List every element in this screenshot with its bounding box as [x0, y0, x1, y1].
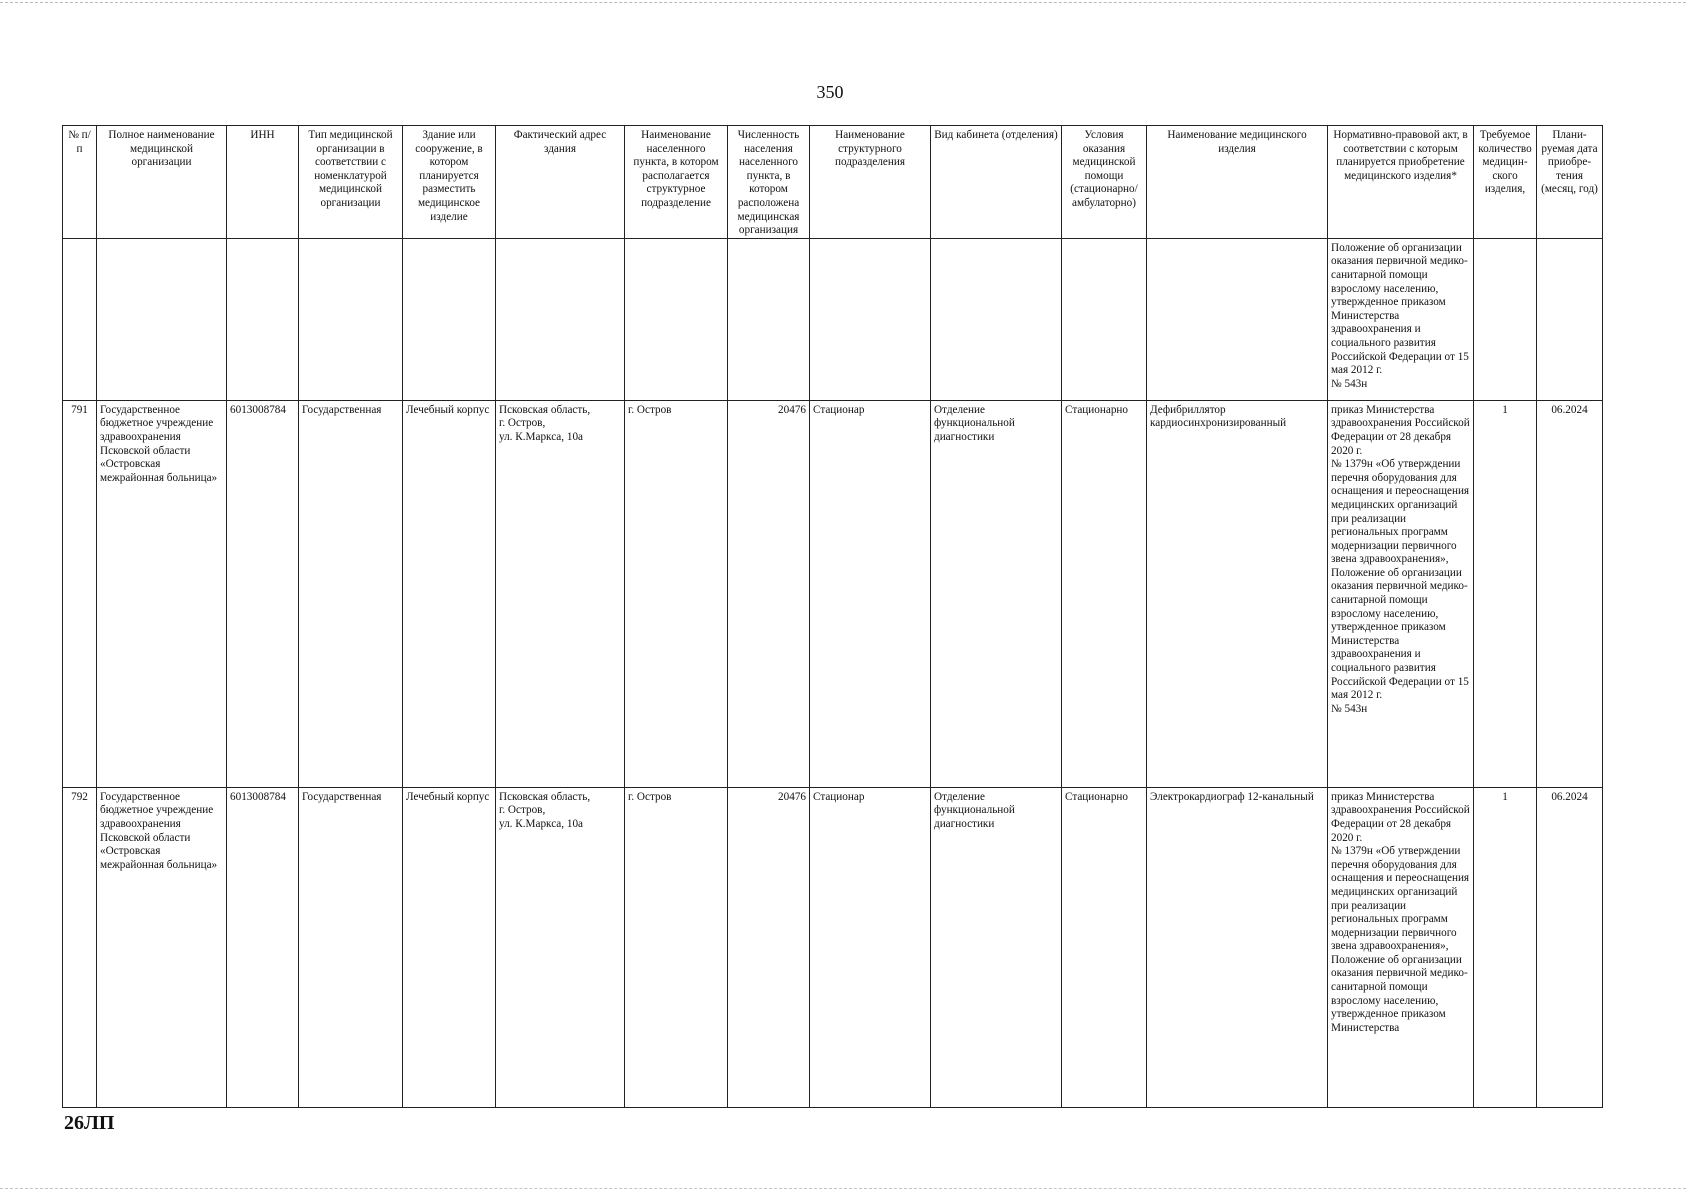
cell-empty: [403, 238, 496, 400]
cell-quantity: 1: [1474, 787, 1537, 1107]
cell-empty: [1062, 238, 1147, 400]
cell-empty: [1537, 238, 1603, 400]
cell-address: Псковская область, г. Остров, ул. К.Маркса, 10а: [496, 400, 625, 787]
cell-empty: [63, 238, 97, 400]
cell-date: 06.2024: [1537, 400, 1603, 787]
header-building: Здание или сооружение, в котором планируется разместить медицинское изделие: [403, 126, 496, 239]
header-locality: Наименование населенного пункта, в котором располагается структурное подразделение: [625, 126, 728, 239]
document-code: 26ЛП: [64, 1112, 115, 1134]
cell-locality: г. Остров: [625, 400, 728, 787]
cell-num: 791: [63, 400, 97, 787]
table-row: [63, 400, 1603, 787]
table-row-continuation: [63, 238, 1603, 400]
cell-num: 792: [63, 787, 97, 1107]
cell-legal-act: приказ Министерства здравоохранения Российской Федерации от 28 декабря 2020 г. № 1379н «Об утверждении перечня оборудования для оснащения и переоснащения медицинских организаций при реализации региональных программ модернизации первичного звена здравоохранения», Положение об организации оказания первичной медико-санитарной помощи взрослому населению, утвержденное приказом Министерства: [1328, 787, 1474, 1107]
header-legal-act: Нормативно-правовой акт, в соответствии с которым планируется приобретение медицинского изделия*: [1328, 126, 1474, 239]
cell-building: Лечебный корпус: [403, 787, 496, 1107]
header-device: Наименование медицинского изделия: [1147, 126, 1328, 239]
header-population: Численность населения населенного пункта, в котором расположена медицинская организация: [728, 126, 810, 239]
cell-department: Отделение функциональной диагностики: [931, 400, 1062, 787]
cell-inn: 6013008784: [227, 400, 299, 787]
cell-conditions: Стационарно: [1062, 400, 1147, 787]
header-quantity: Требуемое количество медицин-ского изделия,: [1474, 126, 1537, 239]
cell-org-name: Государственное бюджетное учреждение здравоохранения Псковской области «Островская межрайонная больница»: [97, 400, 227, 787]
cell-device: Дефибриллятор кардиосинхронизированный: [1147, 400, 1328, 787]
cell-device: Электрокардиограф 12-канальный: [1147, 787, 1328, 1107]
cell-org-name: Государственное бюджетное учреждение здравоохранения Псковской области «Островская межрайонная больница»: [97, 787, 227, 1107]
cell-population: 20476: [728, 787, 810, 1107]
cell-legal-act: приказ Министерства здравоохранения Российской Федерации от 28 декабря 2020 г. № 1379н «Об утверждении перечня оборудования для оснащения и переоснащения медицинских организаций при реализации региональных программ модернизации первичного звена здравоохранения», Положение об организации оказания первичной медико-санитарной помощи взрослому населению, утвержденное приказом Министерства здравоохранения и социального развития Российской Федерации от 15 мая 2012 г. № 543н: [1328, 400, 1474, 787]
cell-unit: Стационар: [810, 787, 931, 1107]
cell-department: Отделение функциональной диагностики: [931, 787, 1062, 1107]
cell-address: Псковская область, г. Остров, ул. К.Маркса, 10а: [496, 787, 625, 1107]
medical-device-table: [62, 125, 1603, 1108]
page-number: 350: [816, 82, 844, 102]
cell-empty: [496, 238, 625, 400]
header-org-name: Полное наименование медицинской организации: [97, 126, 227, 239]
header-inn: ИНН: [227, 126, 299, 239]
table-header-row: [63, 126, 1603, 239]
table-row: [63, 787, 1603, 1107]
header-address: Фактический адрес здания: [496, 126, 625, 239]
cell-org-type: Государственная: [299, 400, 403, 787]
cell-empty: [931, 238, 1062, 400]
cell-population: 20476: [728, 400, 810, 787]
cell-inn: 6013008784: [227, 787, 299, 1107]
cell-empty: [1147, 238, 1328, 400]
header-num: № п/п: [63, 126, 97, 239]
cell-empty: [625, 238, 728, 400]
header-conditions: Условия оказания медицинской помощи (стационарно/ амбулаторно): [1062, 126, 1147, 239]
cell-date: 06.2024: [1537, 787, 1603, 1107]
cell-org-type: Государственная: [299, 787, 403, 1107]
header-department: Вид кабинета (отделения): [931, 126, 1062, 239]
cell-empty: [227, 238, 299, 400]
cell-quantity: 1: [1474, 400, 1537, 787]
cell-unit: Стационар: [810, 400, 931, 787]
header-unit: Наименование структурного подразделения: [810, 126, 931, 239]
cell-empty: [810, 238, 931, 400]
scan-edge-bottom: [0, 1188, 1686, 1189]
header-date: Плани-руемая дата приобре-тения (месяц, год): [1537, 126, 1603, 239]
cell-locality: г. Остров: [625, 787, 728, 1107]
cell-empty: [299, 238, 403, 400]
cell-legal-act: Положение об организации оказания первичной медико-санитарной помощи взрослому населению, утвержденное приказом Министерства здравоохранения и социального развития Российской Федерации от 15 мая 2012 г. № 543н: [1328, 238, 1474, 400]
cell-building: Лечебный корпус: [403, 400, 496, 787]
cell-conditions: Стационарно: [1062, 787, 1147, 1107]
cell-empty: [1474, 238, 1537, 400]
cell-empty: [97, 238, 227, 400]
scan-edge-top: [0, 2, 1686, 3]
header-org-type: Тип медицинской организации в соответствии с номенклатурой медицинской организации: [299, 126, 403, 239]
cell-empty: [728, 238, 810, 400]
